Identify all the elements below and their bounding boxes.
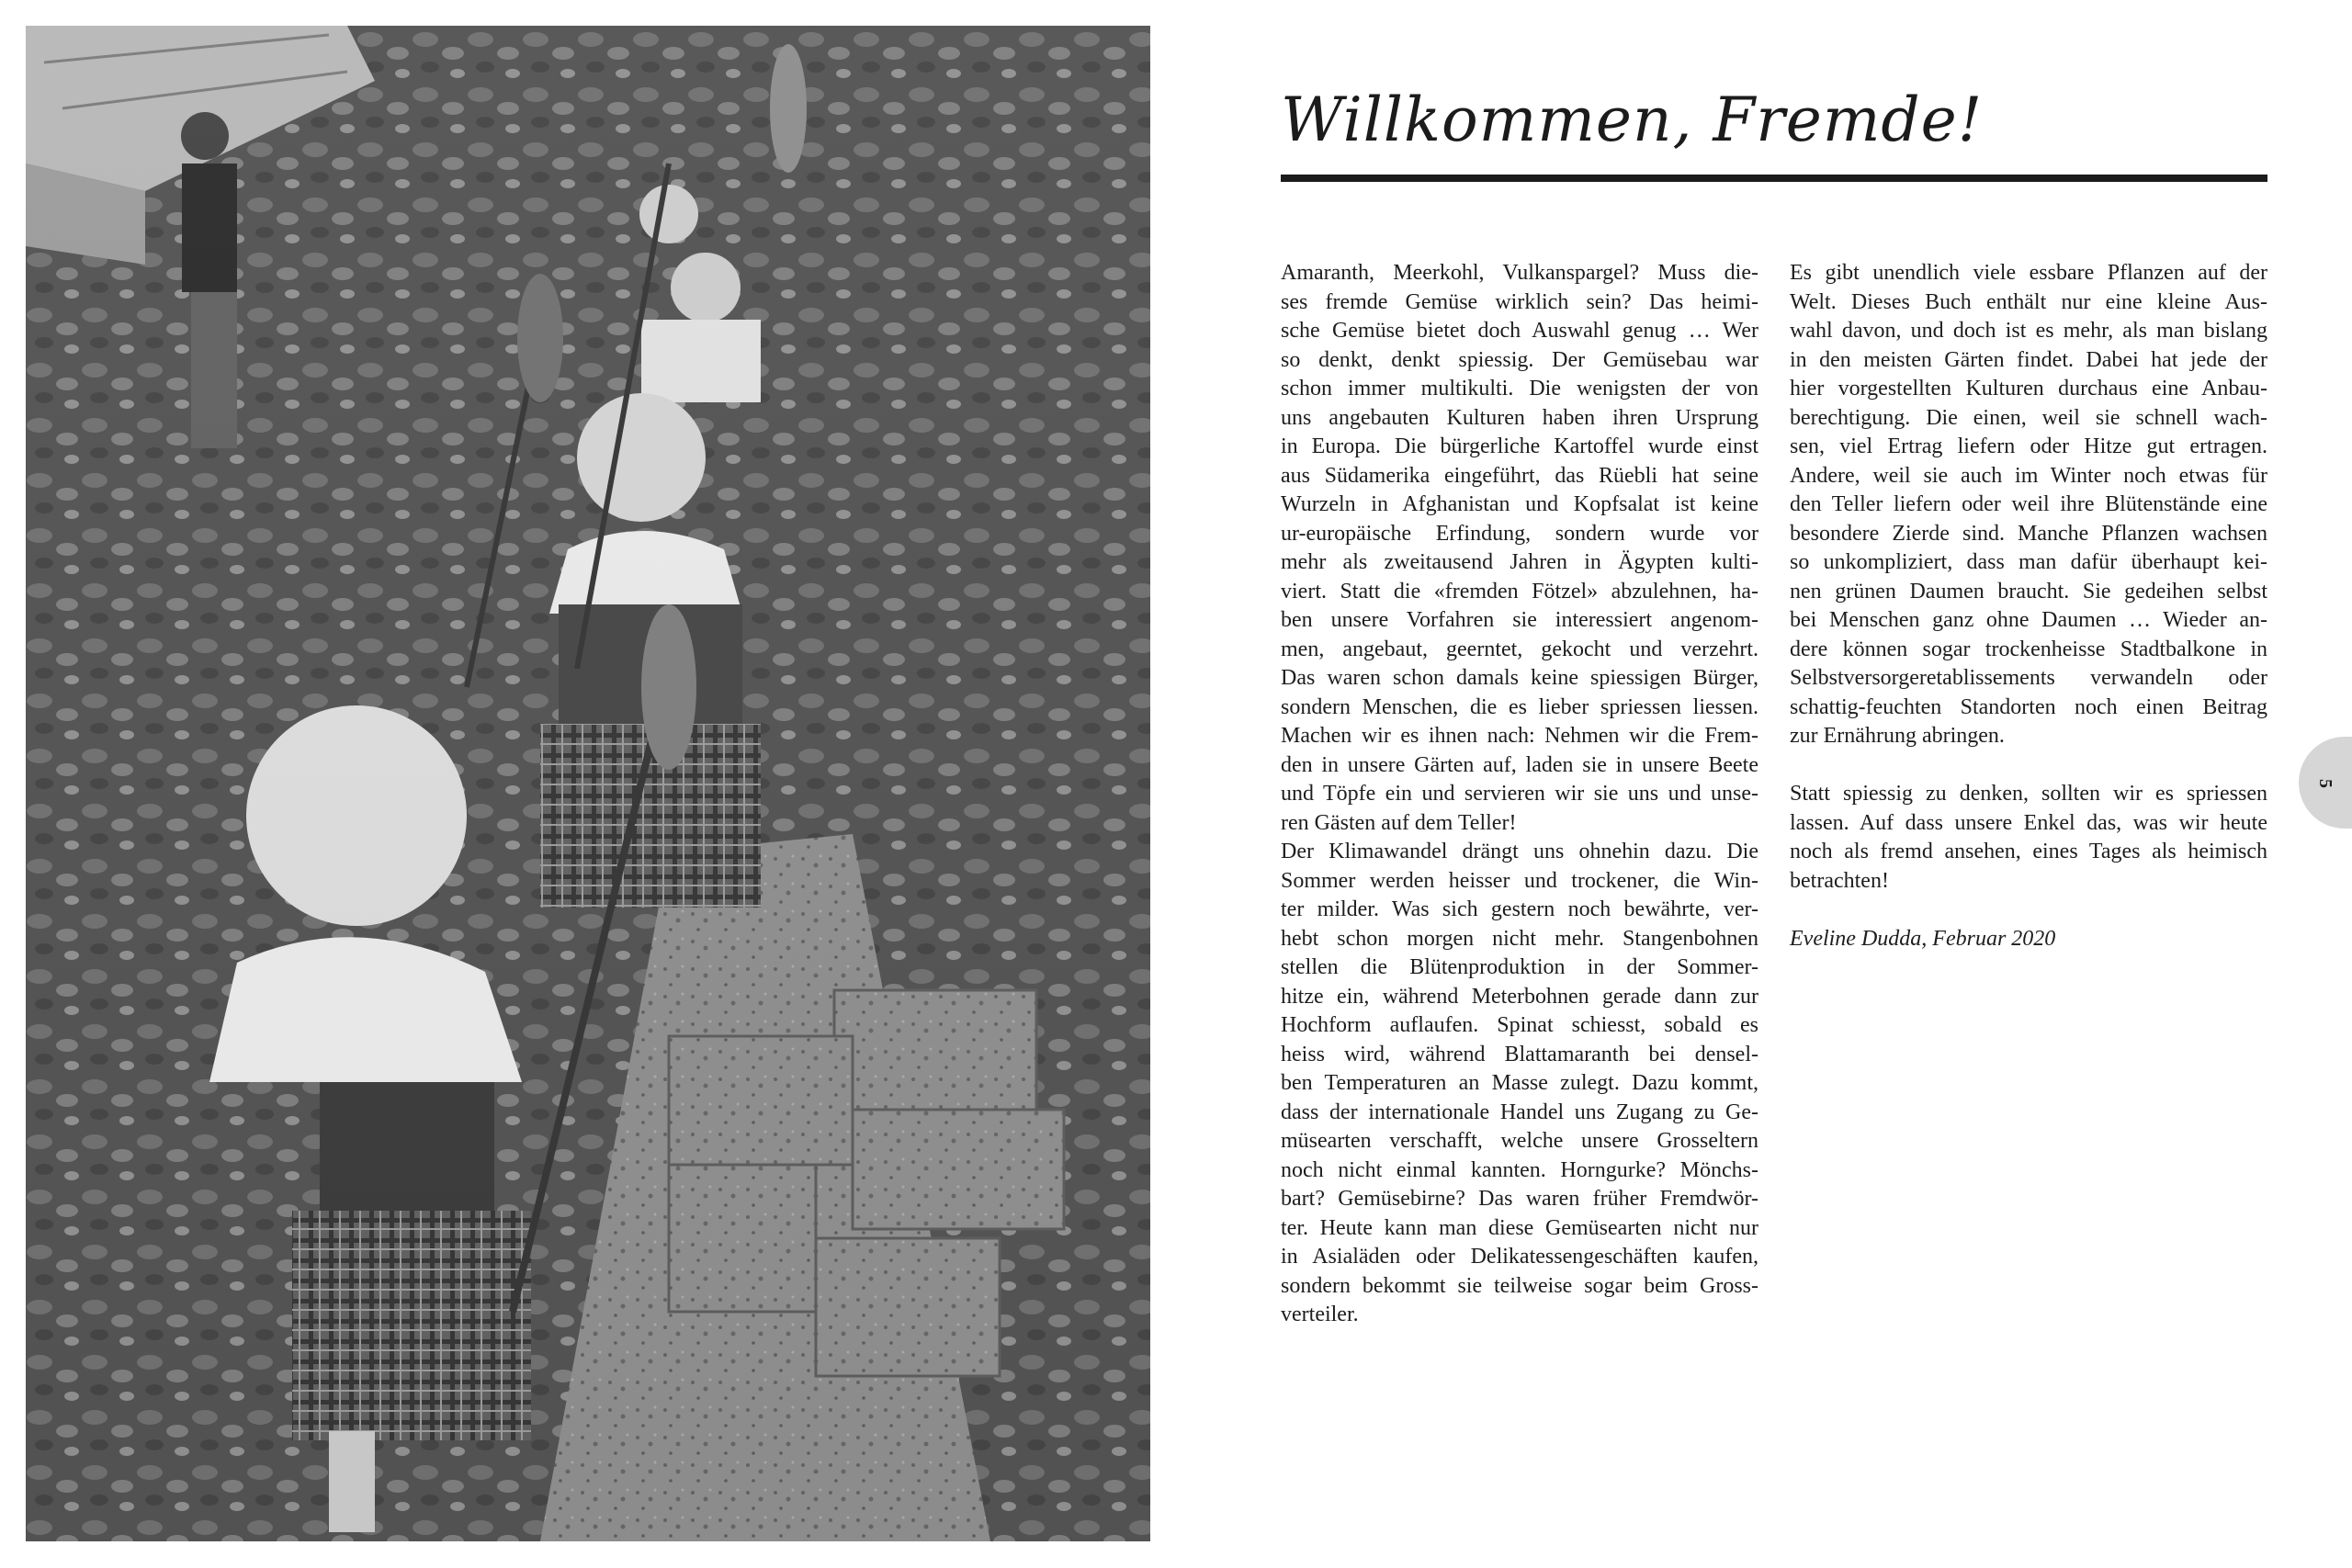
- text-line: sen, viel Ertrag liefern oder Hitze gut ertragen.: [1790, 434, 2267, 458]
- text-line: Sommer werden heisser und trockener, die Win-: [1281, 868, 1758, 893]
- text-line: ben unsere Vorfahren sie interessiert angenom-: [1281, 608, 1758, 632]
- text-line: müsearten verschafft, welche unsere Grosseltern: [1281, 1129, 1758, 1153]
- text-line: ben Temperaturen an Masse zulegt. Dazu kommt,: [1281, 1071, 1758, 1095]
- text-column-left: [1281, 259, 1758, 1330]
- text-line: bart? Gemüsebirne? Das waren früher Fremdwör-: [1281, 1187, 1758, 1211]
- garden-photo: [26, 26, 1150, 1541]
- text-line: ur-europäische Erfindung, sondern wurde vor: [1281, 521, 1758, 546]
- text-line: dere können sogar trockenheisse Stadtbalkone in: [1790, 637, 2267, 661]
- text-line: in den meisten Gärten findet. Dabei hat jede der: [1790, 347, 2267, 372]
- text-line: nen grünen Daumen braucht. Sie gedeihen selbst: [1790, 579, 2267, 604]
- text-line: Das waren schon damals keine spiessigen Bürger,: [1281, 666, 1758, 690]
- text-line: besondere Zierde sind. Manche Pflanzen wachsen: [1790, 521, 2267, 546]
- text-line: wahl davon, und doch ist es mehr, als man bislang: [1790, 319, 2267, 343]
- text-line: dass der internationale Handel uns Zugang zu Ge-: [1281, 1100, 1758, 1124]
- text-line: lassen. Auf dass unsere Enkel das, was wir heute: [1790, 810, 2267, 835]
- text-line: men, angebaut, geerntet, gekocht und verzehrt.: [1281, 637, 1758, 661]
- text-line: ter. Heute kann man diese Gemüsearten nicht nur: [1281, 1215, 1758, 1240]
- text-line: sondern Menschen, die es lieber spriessen liessen.: [1281, 694, 1758, 719]
- text-line: hitze ein, während Meterbohnen gerade dann zur: [1281, 984, 1758, 1009]
- text-line: und Töpfe ein und servieren wir sie uns und unse-: [1281, 782, 1758, 806]
- text-line: bei Menschen ganz ohne Daumen … Wieder an-: [1790, 608, 2267, 632]
- page-number: 5: [2315, 779, 2336, 788]
- text-line: hebt schon morgen nicht mehr. Stangenbohnen: [1281, 926, 1758, 951]
- author-signature: Eveline Dudda, Februar 2020: [1790, 926, 2056, 951]
- text-line: noch nicht einmal kannten. Horngurke? Mönchs-: [1281, 1157, 1758, 1182]
- text-line: Statt spiessig zu denken, sollten wir es spriessen: [1790, 782, 2267, 806]
- page-title: Willkommen, Fremde!: [1281, 85, 1984, 155]
- text-line: ses fremde Gemüse wirklich sein? Das heimi-: [1281, 289, 1758, 314]
- title-rule: [1281, 175, 2267, 182]
- text-line: berechtigung. Die einen, weil sie schnell wach-: [1790, 405, 2267, 430]
- text-line: zur Ernährung abringen.: [1790, 724, 2005, 748]
- text-line: noch als fremd ansehen, eines Tages als heimisch: [1790, 840, 2267, 863]
- text-line: in Europa. Die bürgerliche Kartoffel wurde einst: [1281, 434, 1758, 458]
- text-line: den Teller liefern oder weil ihre Blütenstände eine: [1790, 492, 2267, 516]
- text-line: heiss wird, während Blattamaranth bei densel-: [1281, 1042, 1758, 1066]
- text-line: in Asialäden oder Delikatessengeschäften kaufen,: [1281, 1245, 1758, 1269]
- paragraph-gap: [1790, 751, 2267, 781]
- text-line: Machen wir es ihnen nach: Nehmen wir die Frem-: [1281, 724, 1758, 748]
- text-line: so denkt, denkt spiessig. Der Gemüsebau war: [1281, 347, 1758, 372]
- text-line: betrachten!: [1790, 868, 1889, 893]
- paragraph-1: [1790, 259, 2267, 751]
- text-line: sondern bekommt sie teilweise sogar beim Gross-: [1281, 1273, 1758, 1298]
- text-line: Amaranth, Meerkohl, Vulkanspargel? Muss die-: [1281, 261, 1758, 285]
- photo-illustration: [26, 26, 1150, 1541]
- text-line: schon immer multikulti. Die wenigsten der von: [1281, 377, 1758, 400]
- text-line: Selbstversorgeretablissements verwandeln oder: [1790, 666, 2267, 690]
- text-line: Andere, weil sie auch im Winter noch etwas für: [1790, 463, 2267, 488]
- text-line: uns angebauten Kulturen haben ihren Ursprung: [1281, 405, 1758, 430]
- text-line: Welt. Dieses Buch enthält nur eine kleine Aus-: [1790, 289, 2267, 314]
- text-column-right: [1790, 259, 2267, 953]
- text-line: schattig-feuchten Standorten noch einen Beitrag: [1790, 694, 2267, 719]
- text-line: den in unsere Gärten auf, laden sie in unsere Beete: [1281, 752, 1758, 777]
- paragraph-gap: [1790, 896, 2267, 925]
- text-line: hier vorgestellten Kulturen durchaus eine Anbau-: [1790, 377, 2267, 400]
- text-line: aus Südamerika eingeführt, das Rüebli hat seine: [1281, 463, 1758, 488]
- paragraph-2: [1790, 780, 2267, 896]
- text-line: ren Gästen auf dem Teller!: [1281, 810, 1517, 835]
- text-line: mehr als zweitausend Jahren in Ägypten kulti-: [1281, 550, 1758, 574]
- text-line: viert. Statt die «fremden Fötzel» abzulehnen, ha-: [1281, 579, 1758, 604]
- text-line: verteiler.: [1281, 1303, 1359, 1326]
- text-line: sche Gemüse bietet doch Auswahl genug … Wer: [1281, 319, 1758, 343]
- text-line: Hochform auflaufen. Spinat schiesst, sobald es: [1281, 1013, 1758, 1037]
- text-line: Es gibt unendlich viele essbare Pflanzen auf der: [1790, 261, 2267, 285]
- text-line: Der Klimawandel drängt uns ohnehin dazu. Die: [1281, 840, 1758, 863]
- text-line: Wurzeln in Afghanistan und Kopfsalat ist keine: [1281, 492, 1758, 516]
- text-line: ter milder. Was sich gestern noch bewährte, ver-: [1281, 897, 1758, 921]
- text-line: so unkompliziert, dass man dafür überhaupt kei-: [1790, 550, 2267, 574]
- text-line: stellen die Blütenproduktion in der Sommer-: [1281, 955, 1758, 979]
